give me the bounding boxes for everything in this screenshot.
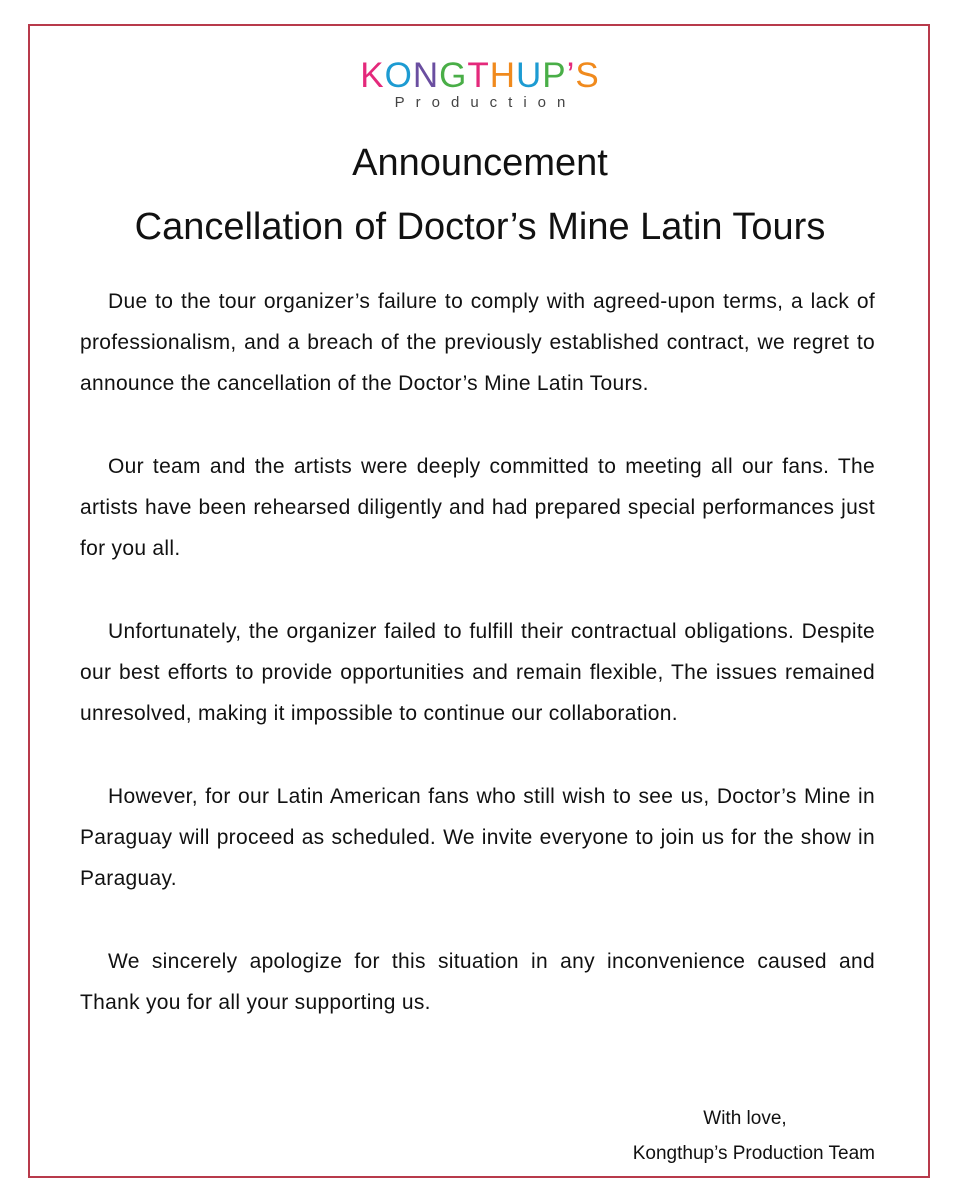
team-signature: Kongthup’s Production Team (632, 1143, 875, 1164)
announcement-title: Announcement (352, 142, 608, 184)
paragraph-apology: We sincerely apologize for this situation in any inconvenience caused and Thank you for all your supporting us. (80, 950, 875, 1014)
logo-subtitle: Production (394, 94, 577, 111)
paragraph-paraguay: However, for our Latin American fans who still wish to see us, Doctor’s Mine in Paraguay will proceed as scheduled. We invite everyone to join us for the show in Paraguay. (80, 785, 875, 890)
closing-line: With love, (703, 1108, 787, 1129)
paragraph-breach: Due to the tour organizer’s failure to comply with agreed-upon terms, a lack of professionalism, and a breach of the previously established contract, we regret to announce the cancellation of the Doctor’s Mine Latin Tours. (80, 290, 875, 395)
signoff (560, 1101, 875, 1171)
logo-letter: ’ (566, 56, 576, 95)
paragraph-commitment: Our team and the artists were deeply committed to meeting all our fans. The artists have been rehearsed diligently and had prepared special performances just for you all. (80, 455, 875, 560)
logo-letter: G (439, 56, 468, 95)
logo-letter: P (542, 56, 567, 95)
paragraph-obligations: Unfortunately, the organizer failed to fulfill their contractual obligations. Despite our best efforts to provide opportunities and remain flexible, The issues remained unresolved, making it impossible to continue our collaboration. (80, 620, 875, 725)
logo-letter: K (360, 56, 385, 95)
logo-letter: N (412, 56, 440, 95)
logo-letter: O (384, 56, 413, 95)
logo-wordmark (0, 58, 960, 94)
logo-letter: S (575, 56, 600, 95)
announcement-body (80, 281, 875, 1065)
logo-letter: T (467, 56, 490, 95)
logo-letter: U (516, 56, 543, 95)
kongthups-production-logo (0, 58, 960, 112)
announcement-subtitle: Cancellation of Doctor’s Mine Latin Tours (134, 206, 826, 248)
logo-letter: H (489, 56, 516, 95)
